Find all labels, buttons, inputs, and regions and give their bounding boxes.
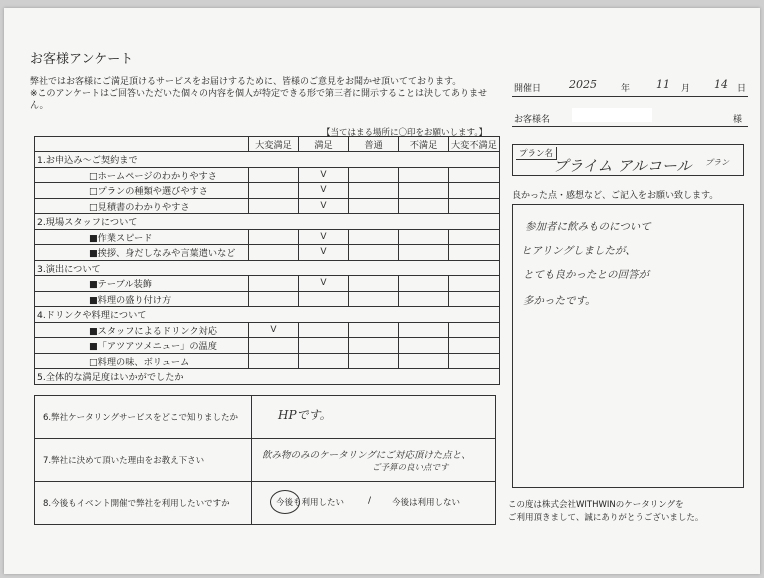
rating-cell[interactable]	[349, 198, 399, 214]
rating-cell[interactable]	[399, 167, 449, 183]
rating-cell[interactable]	[349, 338, 399, 354]
question-answer-cell	[252, 396, 496, 439]
rating-cell[interactable]	[399, 353, 449, 369]
rating-cell[interactable]	[449, 229, 500, 245]
column-header: 大変満足	[249, 137, 299, 152]
table-row	[35, 214, 500, 230]
rating-cell[interactable]	[299, 322, 349, 338]
item-label: ■「アツアツメニュー」の温度	[35, 338, 249, 354]
rating-cell[interactable]	[249, 214, 299, 230]
intro-line-2: ※このアンケートはご回答いただいた個々の内容を個人が特定できる形で第三者に開示することは決してありませ	[30, 89, 488, 99]
rating-cell[interactable]	[449, 152, 500, 168]
intro-line-1: 弊社ではお客様にご満足頂けるサービスをお届けするために、皆様のご意見をお聞かせ頂いてております。	[30, 77, 462, 87]
item-label: ■テーブル装飾	[35, 276, 249, 292]
thanks-line-2: ご利用頂きまして、誠にありがとうございました。	[508, 513, 704, 523]
rating-cell[interactable]	[449, 260, 500, 276]
rating-cell[interactable]	[449, 291, 500, 307]
rating-cell[interactable]	[449, 167, 500, 183]
question-answer: HPです。	[278, 408, 332, 422]
rating-cell[interactable]	[349, 214, 399, 230]
good-points-line-2: ヒアリングしましたが、	[521, 245, 636, 257]
header-blank	[35, 137, 249, 152]
good-points-label: 良かった点・感想など、ご記入をお願い致します。	[512, 191, 719, 201]
option-continue[interactable]: 今後も利用したい	[276, 498, 345, 508]
thanks-line-1: この度は株式会社WITHWINのケータリングを	[508, 500, 684, 510]
item-label: □料理の味、ボリューム	[35, 353, 249, 369]
table-row	[35, 307, 500, 323]
rating-cell[interactable]	[399, 338, 449, 354]
question-answer-line-2: ご予算の良い点です	[372, 463, 449, 473]
rating-cell[interactable]	[449, 245, 500, 261]
question-row	[35, 439, 496, 482]
table-header-row	[35, 137, 500, 152]
rating-cell[interactable]	[249, 291, 299, 307]
questions-table	[34, 395, 496, 525]
date-day-unit: 日	[737, 84, 747, 94]
table-row	[35, 167, 500, 183]
column-header: 普通	[349, 137, 399, 152]
rating-cell[interactable]: V	[299, 183, 349, 199]
date-year: 2025	[569, 78, 597, 91]
rating-cell[interactable]	[399, 245, 449, 261]
plan-value: プライム アルコール	[553, 157, 692, 175]
table-row	[35, 353, 500, 369]
date-day: 14	[714, 78, 728, 91]
form-title: お客様アンケート	[30, 52, 134, 67]
item-label: □見積書のわかりやすさ	[35, 198, 249, 214]
good-points-line-1: 参加者に飲みものについて	[525, 221, 651, 233]
question-answer-line-1: 飲み物のみのケータリングにご対応頂けた点と、	[262, 450, 471, 461]
date-year-unit: 年	[621, 84, 631, 94]
rating-cell[interactable]	[249, 353, 299, 369]
rating-cell[interactable]	[449, 183, 500, 199]
customer-suffix: 様	[733, 115, 743, 125]
plan-box	[512, 144, 744, 176]
rating-cell[interactable]: V	[299, 276, 349, 292]
good-points-line-3: とても良かったとの回答が	[523, 269, 649, 281]
rating-cell[interactable]	[449, 322, 500, 338]
rating-cell[interactable]	[349, 167, 399, 183]
category-label: 2.現場スタッフについて	[35, 214, 249, 230]
column-header: 不満足	[399, 137, 449, 152]
rating-cell[interactable]	[399, 276, 449, 292]
date-underline	[512, 96, 748, 97]
rating-cell[interactable]	[349, 152, 399, 168]
table-row	[35, 291, 500, 307]
rating-cell[interactable]	[399, 369, 449, 385]
item-label: □ホームページのわかりやすさ	[35, 167, 249, 183]
rating-cell[interactable]	[349, 183, 399, 199]
question-row	[35, 482, 496, 525]
rating-cell[interactable]	[399, 229, 449, 245]
rating-cell[interactable]: V	[299, 245, 349, 261]
rating-cell[interactable]	[299, 353, 349, 369]
category-label: 1.お申込み～ご契約まで	[35, 152, 249, 168]
rating-cell[interactable]	[349, 322, 399, 338]
rating-cell[interactable]	[249, 245, 299, 261]
rating-cell[interactable]: V	[299, 167, 349, 183]
rating-cell[interactable]	[299, 214, 349, 230]
rating-cell[interactable]: V	[249, 322, 299, 338]
rating-cell[interactable]	[299, 152, 349, 168]
rating-cell[interactable]	[299, 307, 349, 323]
rating-cell[interactable]	[249, 276, 299, 292]
question-label: 7.弊社に決めて頂いた理由をお教え下さい	[35, 439, 252, 482]
table-row	[35, 338, 500, 354]
intro-line-3: ん。	[30, 101, 49, 111]
rating-cell[interactable]	[349, 229, 399, 245]
rating-cell[interactable]	[349, 260, 399, 276]
rating-cell[interactable]	[249, 369, 299, 385]
date-month: 11	[656, 78, 670, 91]
rating-cell[interactable]	[299, 260, 349, 276]
rating-cell[interactable]	[249, 229, 299, 245]
rating-cell[interactable]	[249, 167, 299, 183]
table-row	[35, 260, 500, 276]
rating-cell[interactable]	[299, 369, 349, 385]
rating-cell[interactable]	[449, 353, 500, 369]
rating-cell[interactable]	[449, 276, 500, 292]
rating-cell[interactable]	[349, 291, 399, 307]
category-label: 3.演出について	[35, 260, 249, 276]
rating-cell[interactable]	[349, 307, 399, 323]
rating-cell[interactable]	[449, 198, 500, 214]
rating-cell[interactable]	[399, 198, 449, 214]
instruction: 【当てはまる場所に〇印をお願いします。】	[322, 128, 488, 138]
column-header: 大変不満足	[449, 137, 500, 152]
table-row	[35, 152, 500, 168]
rating-cell[interactable]	[249, 338, 299, 354]
rating-cell[interactable]	[399, 152, 449, 168]
redacted-name	[572, 108, 652, 122]
question-row	[35, 396, 496, 439]
rating-cell[interactable]	[249, 183, 299, 199]
rating-cell[interactable]	[449, 214, 500, 230]
option-separator: /	[368, 496, 372, 506]
table-row	[35, 229, 500, 245]
rating-cell[interactable]: V	[299, 198, 349, 214]
question-answer-cell	[252, 439, 496, 482]
rating-cell[interactable]	[249, 260, 299, 276]
date-label: 開催日	[514, 84, 542, 94]
option-discontinue[interactable]: 今後は利用しない	[392, 498, 461, 508]
rating-cell[interactable]	[299, 338, 349, 354]
question-label: 6.弊社ケータリングサービスをどこで知りましたか	[35, 396, 252, 439]
category-label: 5.全体的な満足度はいかがでしたか	[35, 369, 249, 385]
table-row	[35, 276, 500, 292]
rating-cell[interactable]	[399, 322, 449, 338]
date-month-unit: 月	[681, 84, 691, 94]
rating-cell[interactable]	[349, 276, 399, 292]
table-row	[35, 322, 500, 338]
item-label: ■スタッフによるドリンク対応	[35, 322, 249, 338]
item-label: ■作業スピード	[35, 229, 249, 245]
item-label: □プランの種類や選びやすさ	[35, 183, 249, 199]
table-row	[35, 198, 500, 214]
table-row	[35, 369, 500, 385]
rating-cell[interactable]	[449, 338, 500, 354]
good-points-line-4: 多かったです。	[523, 295, 596, 307]
table-row	[35, 245, 500, 261]
good-points-box	[512, 204, 744, 488]
circle-mark	[270, 490, 300, 514]
customer-underline	[512, 126, 748, 127]
rating-cell[interactable]	[249, 307, 299, 323]
item-label: ■挨拶、身だしなみや言葉遣いなど	[35, 245, 249, 261]
survey-sheet	[4, 8, 760, 574]
rating-cell[interactable]	[399, 260, 449, 276]
item-label: ■料理の盛り付け方	[35, 291, 249, 307]
rating-cell[interactable]	[349, 353, 399, 369]
column-header: 満足	[299, 137, 349, 152]
rating-cell[interactable]	[349, 369, 399, 385]
rating-cell[interactable]	[349, 245, 399, 261]
question-answer-cell	[252, 482, 496, 525]
rating-cell[interactable]	[249, 152, 299, 168]
satisfaction-table	[34, 136, 500, 385]
rating-cell[interactable]: V	[299, 229, 349, 245]
rating-cell[interactable]	[299, 291, 349, 307]
rating-cell[interactable]	[399, 183, 449, 199]
category-label: 4.ドリンクや料理について	[35, 307, 249, 323]
rating-cell[interactable]	[399, 291, 449, 307]
rating-cell[interactable]	[399, 214, 449, 230]
plan-value-suffix: プラン	[705, 158, 729, 167]
plan-label: プラン名	[516, 147, 557, 160]
rating-cell[interactable]	[249, 198, 299, 214]
question-label: 8.今後もイベント開催で弊社を利用したいですか	[35, 482, 252, 525]
customer-label: お客様名	[514, 115, 551, 125]
rating-cell[interactable]	[449, 307, 500, 323]
rating-cell[interactable]	[449, 369, 500, 385]
table-row	[35, 183, 500, 199]
rating-cell[interactable]	[399, 307, 449, 323]
